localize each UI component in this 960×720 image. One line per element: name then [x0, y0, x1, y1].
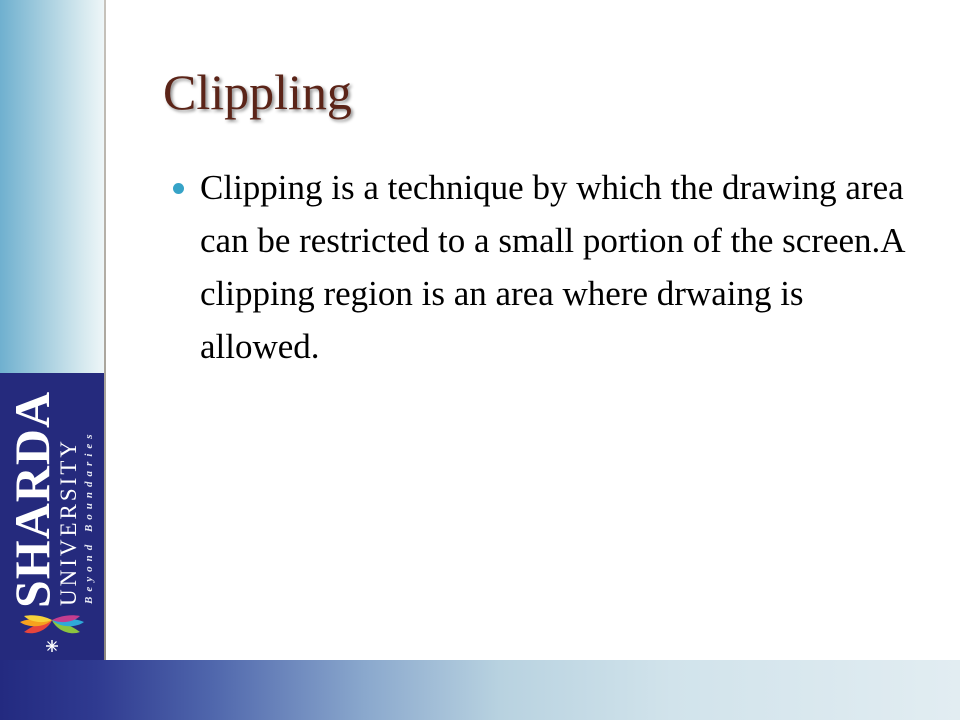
slide-title: Clippling [163, 64, 352, 120]
logo-name: SHARDA [4, 390, 60, 608]
vertical-divider [104, 0, 106, 660]
bullet-dot-icon [173, 183, 184, 194]
logo-tagline: Beyond Boundaries [83, 429, 95, 604]
bullet-text: Clipping is a technique by which the drawing area can be restricted to a small portion of the screen.A clipping region is an area where drwaing is allowed. [200, 168, 904, 366]
logo-content [0, 373, 104, 660]
bottom-gradient-bar [0, 660, 960, 720]
university-logo [0, 373, 104, 660]
flower-emblem-icon [14, 614, 90, 654]
logo-subtitle: UNIVERSITY [56, 438, 81, 606]
